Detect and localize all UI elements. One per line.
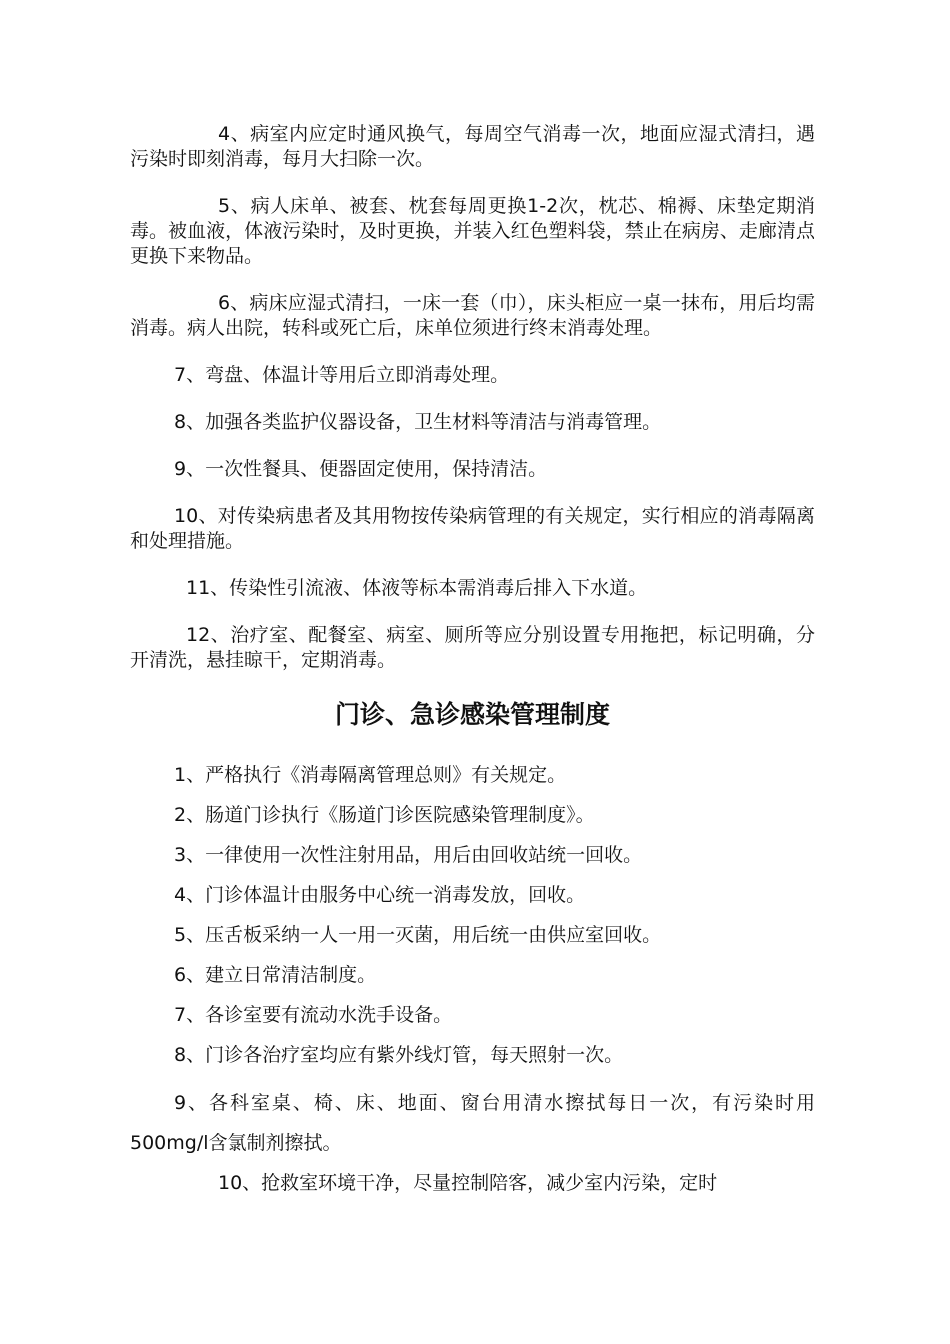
rule-item-10: 10、抢救室环境干净，尽量控制陪客，减少室内污染，定时 xyxy=(218,1172,718,1194)
rule-item-8: 8、门诊各治疗室均应有紫外线灯管，每天照射一次。 xyxy=(174,1044,624,1066)
outpatient-emergency-section xyxy=(130,763,815,1196)
rule-item-5: 5、压舌板采纳一人一用一灭菌，用后统一由供应室回收。 xyxy=(174,924,662,946)
rule-item-3: 3、一律使用一次性注射用品，用后由回收站统一回收。 xyxy=(174,844,643,866)
section-title: 门诊、急诊感染管理制度 xyxy=(334,700,610,729)
paragraph-item-7: 7、弯盘、体温计等用后立即消毒处理。 xyxy=(174,364,510,386)
rule-item-4: 4、门诊体温计由服务中心统一消毒发放，回收。 xyxy=(174,884,586,906)
paragraph-item-11: 11、传染性引流液、体液等标本需消毒后排入下水道。 xyxy=(186,577,648,599)
paragraph-item-9: 9、一次性餐具、便器固定使用，保持清洁。 xyxy=(174,458,548,480)
rule-item-6: 6、建立日常清洁制度。 xyxy=(174,964,377,986)
paragraph-item-5: 5、病人床单、被套、枕套每周更换1-2次，枕芯、棉褥、床垫定期消毒。被血液，体液污染时，及时更换，并装入红色塑料袋，禁止在病房、走廊清点更换下来物品。 xyxy=(130,195,815,267)
document-page xyxy=(130,122,815,1211)
rule-item-7: 7、各诊室要有流动水洗手设备。 xyxy=(174,1004,453,1026)
rule-item-1: 1、严格执行《消毒隔离管理总则》有关规定。 xyxy=(174,764,567,786)
paragraph-item-12: 12、治疗室、配餐室、病室、厕所等应分别设置专用拖把，标记明确，分开清洗，悬挂晾干，定期消毒。 xyxy=(130,624,815,671)
paragraph-item-6: 6、病床应湿式清扫，一床一套（巾），床头柜应一桌一抹布，用后均需消毒。病人出院，转科或死亡后，床单位须进行终末消毒处理。 xyxy=(130,292,815,339)
paragraph-item-10: 10、对传染病患者及其用物按传染病管理的有关规定，实行相应的消毒隔离和处理措施。 xyxy=(130,505,815,552)
rule-item-2: 2、肠道门诊执行《肠道门诊医院感染管理制度》。 xyxy=(174,804,595,826)
paragraph-item-8: 8、加强各类监护仪器设备，卫生材料等清洁与消毒管理。 xyxy=(174,411,662,433)
paragraph-item-4: 4、病室内应定时通风换气，每周空气消毒一次，地面应湿式清扫，遇污染时即刻消毒，每月大扫除一次。 xyxy=(130,123,815,170)
ward-disinfection-section xyxy=(130,122,815,673)
rule-item-9: 9、各科室桌、椅、床、地面、窗台用清水擦拭每日一次，有污染时用500mg/l含氯制剂擦拭。 xyxy=(130,1092,815,1154)
